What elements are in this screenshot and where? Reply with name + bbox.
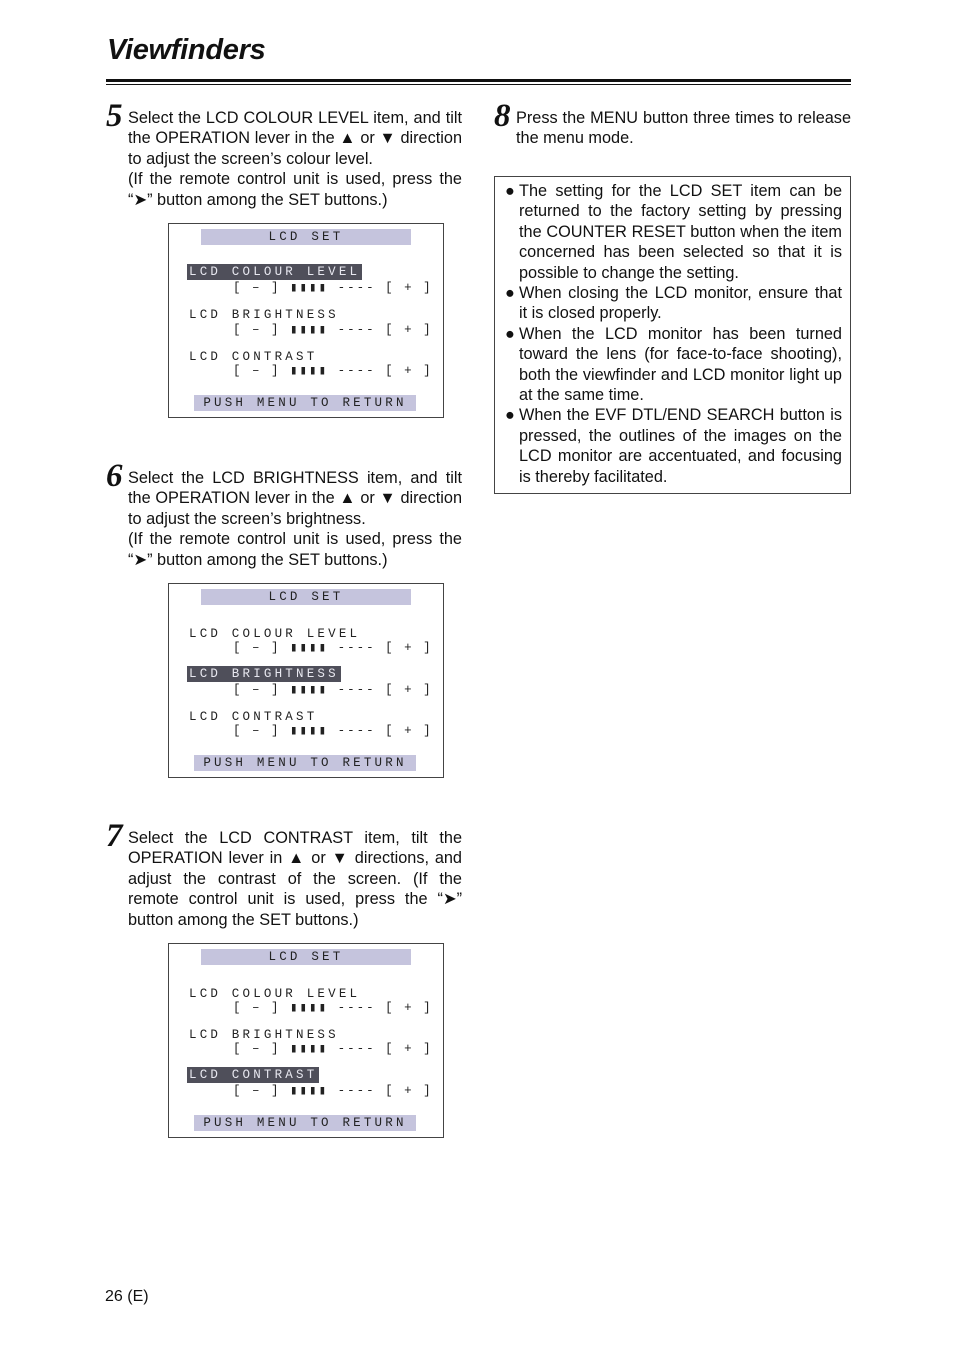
menu-header: LCD SET	[201, 949, 411, 965]
step-remote-note: (If the remote control unit is used, press the “➤” button among the SET buttons.)	[128, 530, 462, 569]
title-rule	[106, 79, 851, 82]
step-instruction: Press the MENU button three times to release the menu mode.	[516, 109, 851, 148]
menu-item-colour-level: LCD COLOUR LEVEL	[189, 987, 361, 1001]
menu-level-bar: [ – ] ▮▮▮▮ ---- [ + ]	[233, 281, 433, 295]
page-number: 26 (E)	[105, 1288, 149, 1305]
menu-item-brightness: LCD BRIGHTNESS	[189, 1028, 339, 1042]
step-instruction: Select the LCD BRIGHTNESS item, and tilt the OPERATION lever in the ▲ or ▼ direction to adjust the screen’s brightness.	[128, 469, 462, 528]
step-number: 7	[106, 818, 123, 854]
note-item	[505, 405, 842, 487]
step-text	[128, 108, 462, 210]
bullet-icon: ●	[505, 406, 515, 425]
lcd-set-menu-colour	[168, 223, 444, 418]
menu-level-bar: [ – ] ▮▮▮▮ ---- [ + ]	[233, 1042, 433, 1056]
step-number: 8	[494, 98, 511, 134]
menu-item-contrast: LCD CONTRAST	[189, 1068, 318, 1082]
note-text: When the EVF DTL/END SEARCH button is pressed, the outlines of the images on the LCD monitor are accentuated, and focusing is thereby facilitated.	[519, 406, 842, 486]
menu-header: LCD SET	[201, 229, 411, 245]
bullet-icon: ●	[505, 324, 515, 343]
menu-footer: PUSH MENU TO RETURN	[194, 395, 416, 411]
menu-level-bar: [ – ] ▮▮▮▮ ---- [ + ]	[233, 641, 433, 655]
menu-item-colour-level: LCD COLOUR LEVEL	[189, 627, 361, 641]
note-item	[505, 283, 842, 324]
lcd-set-menu-brightness	[168, 583, 444, 778]
step-instruction: Select the LCD CONTRAST item, tilt the OPERATION lever in ▲ or ▼ directions, and adjust the contrast of the screen. (If the remote control unit is used, press the “➤” button among the SET buttons.)	[128, 829, 462, 929]
step-number: 5	[106, 98, 123, 134]
notes-list	[505, 181, 842, 487]
note-text: The setting for the LCD SET item can be returned to the factory setting by pressing the COUNTER RESET button when the item concerned has been selected so that it is possible to change the setting.	[519, 182, 842, 282]
menu-item-contrast: LCD CONTRAST	[189, 350, 318, 364]
step-remote-note: (If the remote control unit is used, press the “➤” button among the SET buttons.)	[128, 170, 462, 209]
page-title: Viewfinders	[107, 34, 266, 66]
lcd-set-menu-contrast	[168, 943, 444, 1138]
menu-item-brightness: LCD BRIGHTNESS	[189, 667, 339, 681]
bullet-icon: ●	[505, 182, 515, 200]
note-item	[505, 181, 842, 283]
menu-footer: PUSH MENU TO RETURN	[194, 1115, 416, 1131]
menu-item-contrast: LCD CONTRAST	[189, 710, 318, 724]
menu-level-bar: [ – ] ▮▮▮▮ ---- [ + ]	[233, 323, 433, 337]
menu-level-bar: [ – ] ▮▮▮▮ ---- [ + ]	[233, 364, 433, 378]
note-item	[505, 324, 842, 406]
menu-level-bar: [ – ] ▮▮▮▮ ---- [ + ]	[233, 1084, 433, 1098]
step-instruction: Select the LCD COLOUR LEVEL item, and tilt the OPERATION lever in the ▲ or ▼ direction to adjust the screen’s colour level.	[128, 109, 462, 168]
menu-level-bar: [ – ] ▮▮▮▮ ---- [ + ]	[233, 1001, 433, 1015]
step-text	[128, 828, 462, 930]
step-number: 6	[106, 458, 123, 494]
menu-header: LCD SET	[201, 589, 411, 605]
menu-item-brightness: LCD BRIGHTNESS	[189, 308, 339, 322]
menu-footer: PUSH MENU TO RETURN	[194, 755, 416, 771]
step-text	[128, 468, 462, 570]
title-rule-thin	[106, 84, 851, 85]
menu-level-bar: [ – ] ▮▮▮▮ ---- [ + ]	[233, 724, 433, 738]
note-text: When closing the LCD monitor, ensure that it is closed properly.	[519, 284, 842, 323]
step-text	[516, 108, 851, 149]
notes-box	[494, 176, 851, 494]
note-text: When the LCD monitor has been turned toward the lens (for face-to-face shooting), both the viewfinder and LCD monitor light up at the same time.	[519, 324, 842, 405]
menu-item-colour-level: LCD COLOUR LEVEL	[189, 265, 361, 279]
bullet-icon: ●	[505, 284, 515, 303]
menu-level-bar: [ – ] ▮▮▮▮ ---- [ + ]	[233, 683, 433, 697]
